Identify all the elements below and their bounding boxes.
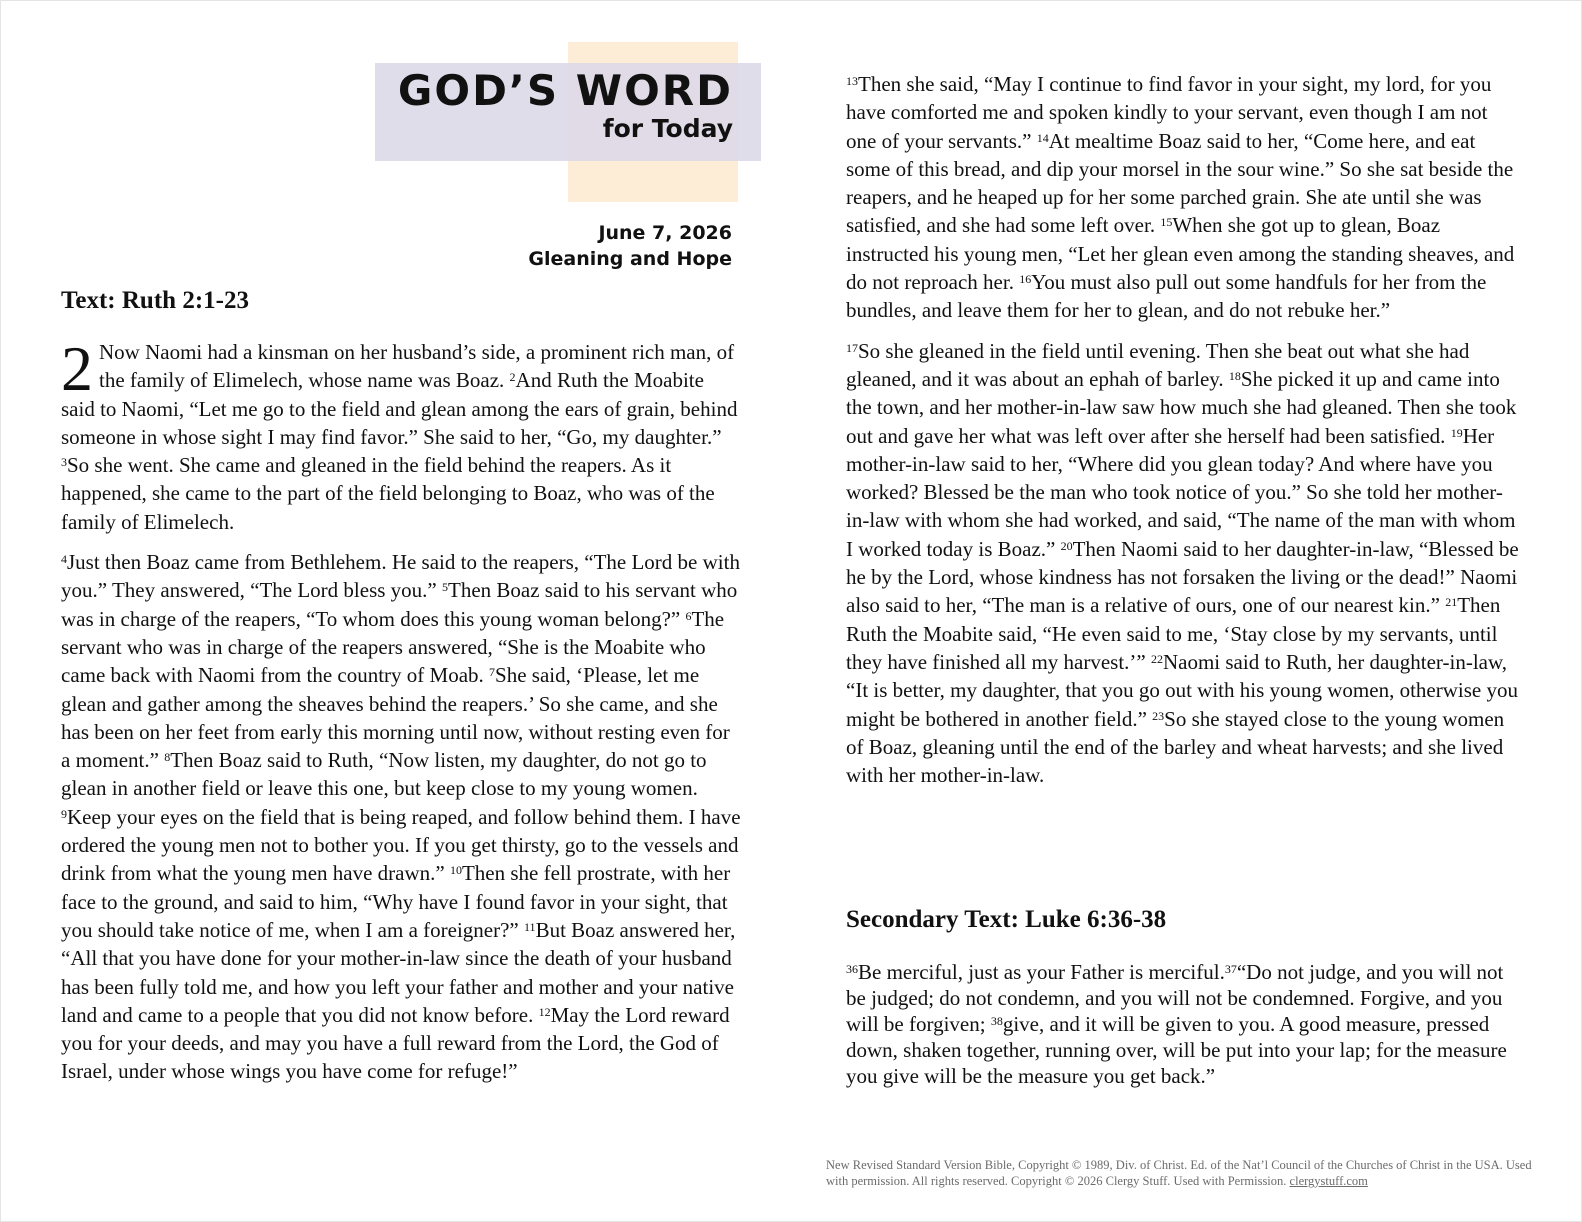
gods-word-logo [375,42,765,202]
paragraph-content: $^{36}$Be merciful, just as your Father is merciful.$^{37}$“Do not judge, and you will not be judged; do not condemn, and you will not be condemned. Forgive, and you will be forgiven; $^{38}$give, and it will be given to you. A good measure, pressed down, shaken together, running over, will be put into your lap; for the measure you give will be the measure you get back.” [846,960,1507,1088]
logo-title: GOD’S WORD [397,66,733,115]
verse-number: 5 [442,580,448,595]
verse-number: 14 [1036,130,1049,145]
scripture-paragraph-2 [61,548,741,1086]
verse-number: 21 [1445,595,1458,610]
primary-text-heading: Text: Ruth 2:1-23 [61,287,249,314]
left-column [61,286,741,1086]
verse-number: 38 [990,1014,1003,1028]
verse-number: 11 [524,919,536,934]
verse-number: 15 [1160,215,1173,230]
paragraph-content: $^{13}$Then she said, “May I continue to find favor in your sight, my lord, for you have comforted me and spoken kindly to your servant, even though I am not one of your servants.” $^{14}$At mealtime Boaz said to her, “Come here, and eat some of this bread, and dip your morsel in the sour wine.” So she sat beside the reapers, and he heaped up for her some parched grain. She ate until she was satisfied, and she had some left over. $^{15}$When she got up to glean, Boaz instructed his young men, “Let her glean even among the standing sheaves, and do not reproach her. $^{16}$You must also pull out some handfuls for her from the bundles, and leave them for her to glean, and do not rebuke her.” [846,72,1515,323]
logo-subtitle: for Today [602,114,733,143]
theme-title: Gleaning and Hope [528,248,732,270]
scripture-paragraph-1 [61,333,741,536]
verse-number: 16 [1019,272,1032,287]
verse-number: 2 [509,370,516,385]
clergystuff-link[interactable]: clergystuff.com [1289,1174,1368,1188]
verse-number: 7 [489,665,496,680]
scripture-paragraph-3 [846,70,1522,325]
verse-number: 9 [61,806,67,821]
paragraph-content: Now Naomi had a kinsman on her husband’s side, a prominent rich man, of the family of Elimelech, whose name was Boaz. $^2$And Ruth the Moabite said to Naomi, “Let me go to the field and glean among the ears of grain, behind someone in whose sight I may find favor.” She said to her, “Go, my daughter.” $^3$So she went. She came and gleaned in the field behind the reapers. As it happened, she came to the part of the field belonging to Boaz, who was of the family of Elimelech. [61,340,738,534]
verse-number: 6 [685,608,692,623]
verse-number: 22 [1150,651,1163,666]
verse-number: 12 [538,1004,551,1019]
secondary-text-heading: Secondary Text: Luke 6:36-38 [846,906,1167,933]
verse-number: 20 [1060,538,1073,553]
right-column [846,70,1522,789]
verse-number: 17 [846,340,858,355]
date-block [528,220,732,272]
copyright-footer [826,1157,1538,1189]
secondary-text-section [846,905,1522,1089]
date: June 7, 2026 [598,222,732,244]
paragraph-content: $^{17}$So she gleaned in the field until evening. Then she beat out what she had gleaned, and it was about an ephah of barley. $^{18}$She picked it up and came into the town, and her mother-in-law saw how much she had gleaned. Then she took out and gave her what was left over after she herself had been satisfied. $^{19}$Her mother-in-law said to her, “Where did you glean today? And where have you worked? Blessed be the man who took notice of you.” So she told her mother-in-law with whom she had worked, and said, “The name of the man with whom I worked today is Boaz.” $^{20}$Then Naomi said to her daughter-in-law, “Blessed be he by the Lord, whose kindness has not forsaken the living or the dead!” Naomi also said to her, “The man is a relative of ours, one of our nearest kin.” $^{21}$Then Ruth the Moabite said, “He even said to me, ‘Stay close by my servants, until they have finished all my harvest.’” $^{22}$Naomi said to Ruth, her daughter-in-law, “It is better, my daughter, that you go out with his young women, otherwise you might be bothered in another field.” $^{23}$So she stayed close to the young women of Boaz, gleaning until the end of the barley and wheat harvests; and she lived with her mother-in-law. [846,338,1519,788]
copyright-text: New Revised Standard Version Bible, Copyright © 1989, Div. of Christ. Ed. of the Nat’l Council of the Churches of Christ in the USA. Used with permission. All rights reserved. Copyright © 2026 Clergy Stuff. Used with Permission. [826,1158,1532,1188]
chapter-dropcap: 2 [61,333,93,404]
verse-number: 36 [846,962,858,976]
verse-number: 10 [449,863,462,878]
verse-number: 37 [1224,962,1237,976]
secondary-paragraph [846,959,1522,1089]
verse-number: 3 [61,455,67,470]
verse-number: 19 [1450,425,1463,440]
paragraph-content: $^4$Just then Boaz came from Bethlehem. He said to the reapers, “The Lord be with you.” They answered, “The Lord bless you.” $^5$Then Boaz said to his servant who was in charge of the reapers, “To whom does this young woman belong?” $^6$The servant who was in charge of the reapers answered, “She is the Moabite who came back with Naomi from the country of Moab. $^7$She said, ‘Please, let me glean and gather among the sheaves behind the reapers.’ So she came, and she has been on her feet from early this morning until now, without resting even for a moment.” $^8$Then Boaz said to Ruth, “Now listen, my daughter, do not go to glean in another field or leave this one, but keep close to my young women. $^9$Keep your eyes on the field that is being reaped, and follow behind them. I have ordered the young men not to bother you. If you get thirsty, go to the vessels and drink from what the young men have drawn.” $^{10}$Then she fell prostrate, with her face to the ground, and said to him, “Why have I found favor in your sight, that you should take notice of me, when I am a foreigner?” $^{11}$But Boaz answered her, “All that you have done for your mother-in-law since the death of your husband has been fully told me, and how you left your father and mother and your native land and came to a people that you did not know before. $^{12}$May the Lord reward you for your deeds, and may you have a full reward from the Lord, the God of Israel, under whose wings you have come for refuge!” [61,550,741,1084]
scripture-paragraph-4 [846,337,1522,790]
verse-number: 4 [61,552,67,567]
verse-number: 13 [846,74,858,88]
verse-number: 18 [1228,368,1241,383]
verse-number: 23 [1152,708,1165,723]
verse-number: 8 [164,750,171,765]
